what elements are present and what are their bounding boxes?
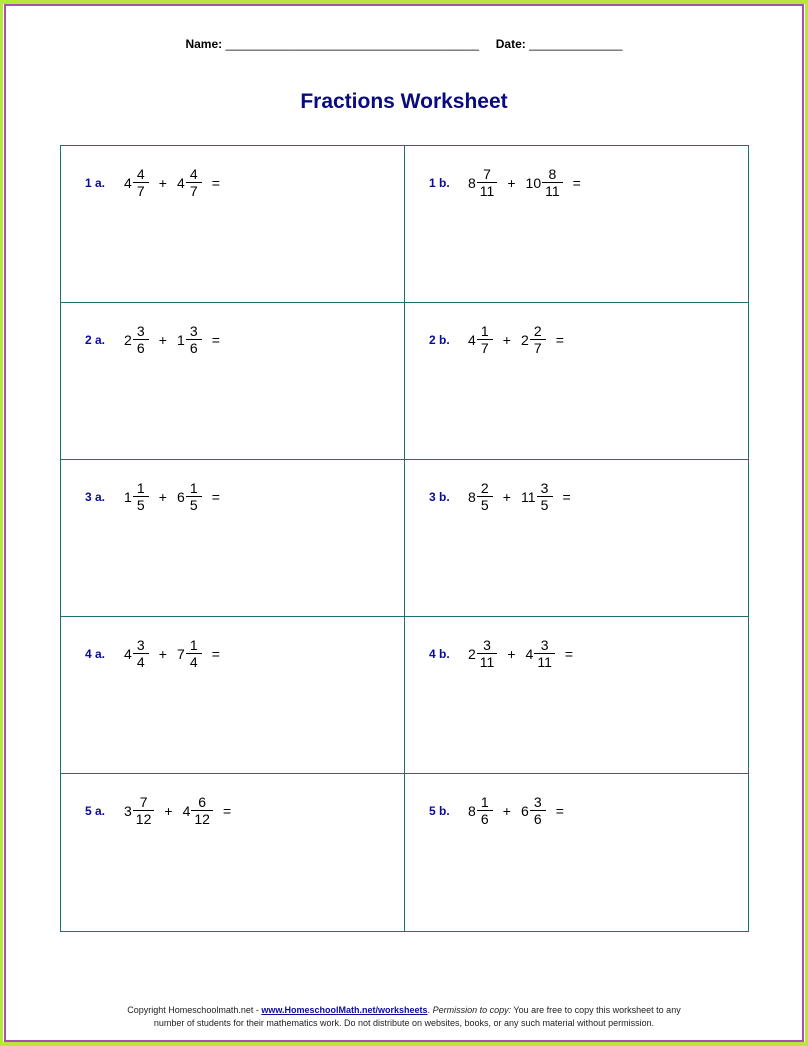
second-mixed-number bbox=[526, 637, 555, 670]
second-fraction bbox=[186, 323, 202, 356]
second-fraction bbox=[186, 480, 202, 513]
second-denominator: 7 bbox=[189, 183, 198, 199]
first-whole: 3 bbox=[124, 802, 132, 819]
first-denominator: 11 bbox=[479, 183, 495, 199]
plus-operator: + bbox=[158, 174, 167, 191]
first-mixed-number bbox=[468, 480, 493, 513]
equals-sign: = bbox=[555, 331, 564, 348]
equals-sign: = bbox=[211, 174, 220, 191]
problem-expression bbox=[124, 794, 231, 827]
problem-expression bbox=[124, 637, 220, 670]
plus-operator: + bbox=[164, 802, 173, 819]
first-denominator: 7 bbox=[136, 183, 145, 199]
second-whole: 6 bbox=[176, 488, 185, 505]
problem-label: 2 a. bbox=[85, 333, 106, 347]
second-mixed-number bbox=[177, 480, 202, 513]
first-fraction bbox=[133, 323, 149, 356]
first-whole: 1 bbox=[124, 488, 132, 505]
second-fraction bbox=[534, 637, 555, 670]
second-numerator: 8 bbox=[548, 166, 557, 182]
first-fraction bbox=[477, 794, 493, 827]
second-numerator: 3 bbox=[540, 637, 549, 653]
plus-operator: + bbox=[502, 331, 511, 348]
second-denominator: 6 bbox=[533, 811, 542, 827]
first-denominator: 7 bbox=[480, 340, 489, 356]
problem-label: 5 b. bbox=[429, 804, 450, 818]
equals-sign: = bbox=[222, 802, 232, 819]
second-fraction bbox=[542, 166, 563, 199]
first-numerator: 1 bbox=[480, 323, 489, 339]
second-whole: 2 bbox=[520, 331, 529, 348]
second-whole: 7 bbox=[176, 645, 185, 662]
plus-operator: + bbox=[158, 331, 167, 348]
second-numerator: 1 bbox=[189, 480, 198, 496]
problem-cell bbox=[61, 774, 405, 931]
footer-sep: . bbox=[427, 1005, 433, 1015]
second-mixed-number bbox=[526, 166, 563, 199]
first-whole: 4 bbox=[124, 645, 132, 662]
second-fraction bbox=[186, 637, 202, 670]
second-numerator: 1 bbox=[189, 637, 198, 653]
first-whole: 8 bbox=[468, 174, 476, 191]
second-fraction bbox=[186, 166, 202, 199]
equals-sign: = bbox=[211, 331, 220, 348]
second-denominator: 5 bbox=[189, 497, 198, 513]
problem-label: 5 a. bbox=[85, 804, 106, 818]
problem-cell bbox=[405, 774, 748, 931]
problem-label: 4 b. bbox=[429, 647, 450, 661]
first-fraction bbox=[133, 794, 155, 827]
first-fraction bbox=[477, 637, 498, 670]
second-denominator: 6 bbox=[189, 340, 198, 356]
equals-sign: = bbox=[211, 645, 220, 662]
first-denominator: 5 bbox=[136, 497, 145, 513]
problem-cell bbox=[405, 460, 748, 617]
first-fraction bbox=[477, 323, 493, 356]
second-whole: 6 bbox=[520, 802, 529, 819]
first-whole: 2 bbox=[124, 331, 132, 348]
second-whole: 4 bbox=[182, 802, 191, 819]
second-denominator: 11 bbox=[537, 654, 552, 670]
second-fraction bbox=[530, 323, 546, 356]
first-whole: 4 bbox=[124, 174, 132, 191]
first-mixed-number bbox=[468, 323, 493, 356]
second-numerator: 4 bbox=[189, 166, 198, 182]
second-fraction bbox=[530, 794, 546, 827]
problem-label: 3 b. bbox=[429, 490, 450, 504]
footer-permission-text: You are free to copy this worksheet to any bbox=[511, 1005, 681, 1015]
problem-label: 3 a. bbox=[85, 490, 106, 504]
problem-cell bbox=[405, 303, 748, 460]
first-numerator: 4 bbox=[136, 166, 145, 182]
equals-sign: = bbox=[211, 488, 220, 505]
first-denominator: 4 bbox=[136, 654, 145, 670]
second-mixed-number bbox=[521, 480, 553, 513]
first-mixed-number bbox=[124, 323, 149, 356]
first-denominator: 5 bbox=[480, 497, 489, 513]
second-whole: 4 bbox=[176, 174, 185, 191]
first-mixed-number bbox=[124, 166, 149, 199]
first-mixed-number bbox=[124, 480, 149, 513]
second-mixed-number bbox=[183, 794, 213, 827]
second-mixed-number bbox=[177, 323, 202, 356]
footer-copyright: Copyright Homeschoolmath.net - bbox=[127, 1005, 262, 1015]
second-numerator: 3 bbox=[189, 323, 198, 339]
problem-label: 1 a. bbox=[85, 176, 106, 190]
equals-sign: = bbox=[564, 645, 574, 662]
first-whole: 4 bbox=[468, 331, 476, 348]
problem-expression bbox=[124, 166, 220, 199]
first-numerator: 7 bbox=[483, 166, 491, 182]
problem-label: 1 b. bbox=[429, 176, 450, 190]
date-label: Date: bbox=[495, 37, 526, 51]
problem-cell bbox=[61, 617, 405, 774]
problem-expression bbox=[468, 637, 573, 670]
second-mixed-number bbox=[521, 323, 546, 356]
first-whole: 2 bbox=[468, 645, 476, 662]
name-blank: ______________________________________ bbox=[225, 37, 480, 51]
first-whole: 8 bbox=[468, 488, 476, 505]
equals-sign: = bbox=[572, 174, 581, 191]
first-fraction bbox=[133, 166, 149, 199]
first-numerator: 2 bbox=[480, 480, 489, 496]
first-fraction bbox=[133, 480, 149, 513]
first-fraction bbox=[477, 480, 493, 513]
second-numerator: 2 bbox=[533, 323, 542, 339]
problem-cell bbox=[61, 146, 405, 303]
worksheet-title: Fractions Worksheet bbox=[300, 90, 508, 113]
footer-line-2: number of students for their mathematics work. Do not distribute on websites, books, or any such material without permission. bbox=[153, 1018, 655, 1028]
problem-label: 4 a. bbox=[85, 647, 106, 661]
second-denominator: 11 bbox=[545, 183, 560, 199]
problem-expression bbox=[468, 166, 581, 199]
second-whole: 1 bbox=[176, 331, 185, 348]
second-whole: 4 bbox=[525, 645, 534, 662]
second-denominator: 7 bbox=[533, 340, 542, 356]
problem-expression bbox=[124, 480, 220, 513]
first-denominator: 6 bbox=[480, 811, 489, 827]
first-denominator: 11 bbox=[479, 654, 495, 670]
footer-permission-label: Permission to copy: bbox=[432, 1005, 512, 1015]
first-mixed-number bbox=[124, 637, 149, 670]
second-mixed-number bbox=[521, 794, 546, 827]
name-date-line bbox=[0, 37, 808, 51]
problem-cell bbox=[405, 146, 748, 303]
plus-operator: + bbox=[502, 488, 511, 505]
footer bbox=[0, 1004, 808, 1030]
first-whole: 8 bbox=[468, 802, 476, 819]
first-mixed-number bbox=[468, 637, 497, 670]
first-mixed-number bbox=[124, 794, 154, 827]
second-fraction bbox=[537, 480, 553, 513]
second-numerator: 3 bbox=[533, 794, 542, 810]
problem-expression bbox=[468, 323, 564, 356]
second-denominator: 12 bbox=[194, 811, 210, 827]
plus-operator: + bbox=[158, 488, 167, 505]
first-numerator: 3 bbox=[136, 323, 145, 339]
footer-link[interactable]: www.HomeschoolMath.net/worksheets bbox=[261, 1005, 428, 1015]
problem-cell bbox=[405, 617, 748, 774]
second-mixed-number bbox=[177, 166, 202, 199]
problem-grid bbox=[60, 145, 749, 932]
second-denominator: 5 bbox=[540, 497, 549, 513]
first-denominator: 12 bbox=[135, 811, 152, 827]
problem-expression bbox=[468, 794, 564, 827]
second-numerator: 6 bbox=[198, 794, 207, 810]
first-numerator: 7 bbox=[139, 794, 148, 810]
plus-operator: + bbox=[507, 645, 516, 662]
equals-sign: = bbox=[555, 802, 564, 819]
problem-label: 2 b. bbox=[429, 333, 450, 347]
first-fraction bbox=[477, 166, 498, 199]
plus-operator: + bbox=[158, 645, 167, 662]
footer-line-1 bbox=[0, 1004, 808, 1017]
second-mixed-number bbox=[177, 637, 202, 670]
first-mixed-number bbox=[468, 794, 493, 827]
second-whole: 11 bbox=[520, 488, 536, 505]
date-blank: ______________ bbox=[529, 37, 623, 51]
problem-expression bbox=[468, 480, 571, 513]
plus-operator: + bbox=[507, 174, 516, 191]
first-numerator: 3 bbox=[136, 637, 145, 653]
problem-expression bbox=[124, 323, 220, 356]
first-numerator: 1 bbox=[136, 480, 145, 496]
first-numerator: 3 bbox=[483, 637, 491, 653]
problem-cell bbox=[61, 303, 405, 460]
first-mixed-number bbox=[468, 166, 497, 199]
second-numerator: 3 bbox=[540, 480, 549, 496]
plus-operator: + bbox=[502, 802, 511, 819]
problem-cell bbox=[61, 460, 405, 617]
second-whole: 10 bbox=[525, 174, 542, 191]
second-denominator: 4 bbox=[189, 654, 198, 670]
first-denominator: 6 bbox=[136, 340, 145, 356]
name-label: Name: bbox=[185, 37, 223, 51]
first-fraction bbox=[133, 637, 149, 670]
equals-sign: = bbox=[562, 488, 571, 505]
first-numerator: 1 bbox=[480, 794, 489, 810]
second-fraction bbox=[191, 794, 213, 827]
